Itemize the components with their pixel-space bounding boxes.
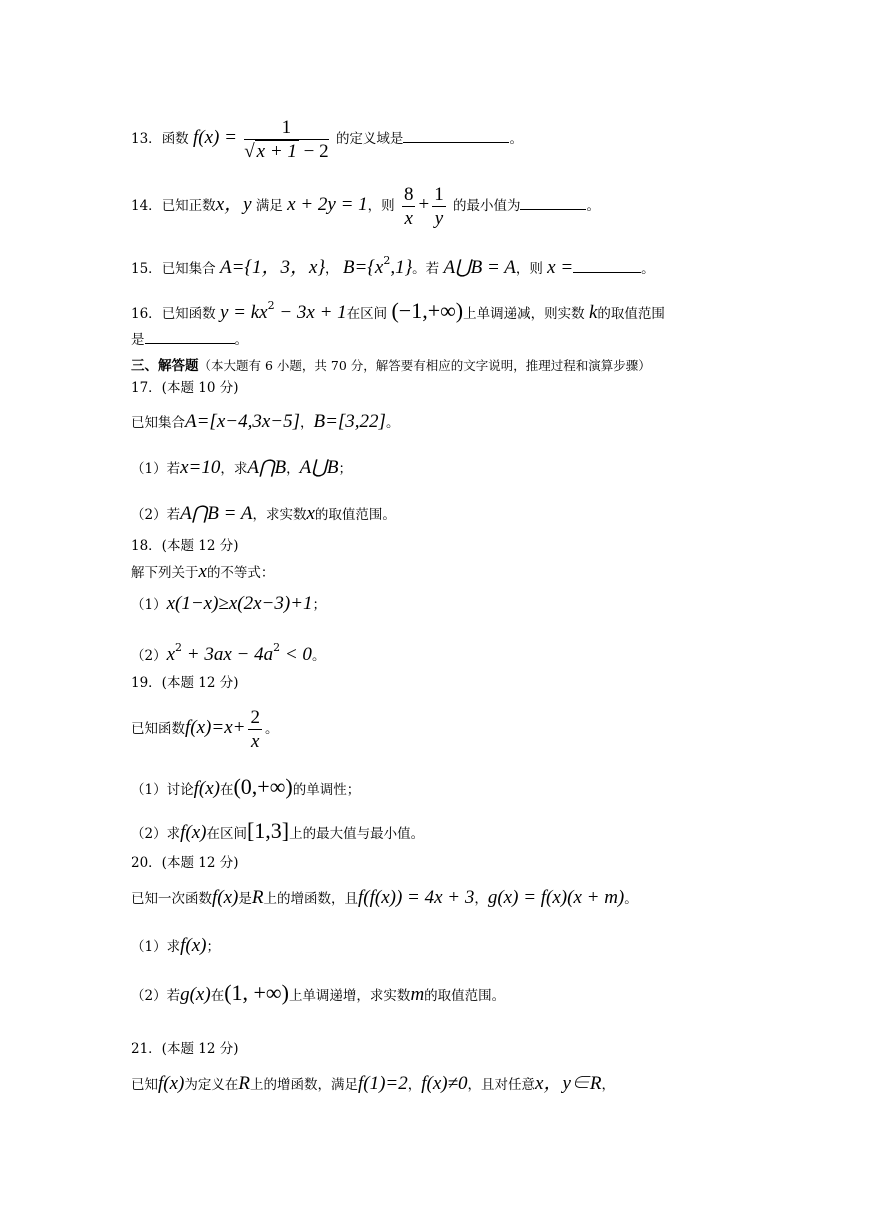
section-heading xyxy=(131,360,651,374)
question-18-part-1: （1）x(1−x)≥x(2x−3)+1； xyxy=(131,593,327,614)
question-16: 16．已知函数 $y = kx^2 - 3x + 1$在区间 (−1,+∞)上单调递减，则实数 k的取值范围 xyxy=(131,298,665,323)
question-17-part-1: （1）若x=10，求A⋂B，A⋃B； xyxy=(131,457,352,478)
answer-blank[interactable] xyxy=(145,341,235,344)
fraction: $\frac{1}{y}$ xyxy=(434,184,444,229)
question-18-head: 18．(本题 12 分) xyxy=(131,538,239,554)
question-number: 13． xyxy=(131,131,162,147)
question-20-head: 20．(本题 12 分) xyxy=(131,855,239,871)
question-21: 已知f(x)为定义在R上的增函数，满足f(1)=2，f(x)≠0，且对任意x，y∈R， xyxy=(131,1073,616,1094)
fraction: $\frac{1}{√ x + 1 - 2}$ xyxy=(244,117,329,162)
question-19: 已知函数f(x)=x+ $\frac{2}{x}$ 。 xyxy=(131,707,279,752)
section-title: 三、解答题 xyxy=(131,358,199,374)
function-lhs: f(x) = xyxy=(192,127,237,148)
question-16-line-2: 是 。 xyxy=(131,332,248,348)
question-20: 已知一次函数f(x)是R上的增函数，且f(f(x)) = 4x + 3，g(x) = f(x)(x + m)。 xyxy=(131,887,638,908)
question-19-head: 19．(本题 12 分) xyxy=(131,675,239,691)
answer-blank[interactable] xyxy=(520,207,586,210)
answer-blank[interactable] xyxy=(573,270,641,273)
question-18-intro: 解下列关于x的不等式： xyxy=(131,561,275,582)
question-17-part-2: （2）若A⋂B = A，求实数x的取值范围。 xyxy=(131,503,396,524)
question-17-head: 17．(本题 10 分) xyxy=(131,380,239,396)
fraction: $\frac{2}{x}$ xyxy=(250,707,260,752)
question-17: 已知集合A=[x−4,3x−5]，B=[3,22]。 xyxy=(131,411,400,432)
question-14: 14．已知正数x，y 满足 x + 2y = 1，则 $\frac{8}{x}$ + $\frac{1}{y}$ 的最小值为 。 xyxy=(131,184,600,229)
answer-blank[interactable] xyxy=(403,140,509,143)
section-description: （本大题有 6 小题，共 70 分，解答要有相应的文字说明，推理过程和演算步骤） xyxy=(198,358,651,373)
fraction: $\frac{8}{x}$ xyxy=(403,184,414,229)
question-18-part-2: $(2)x^2 + 3ax - 4a^2 < 0$。 xyxy=(131,641,326,665)
question-number: 15． xyxy=(131,261,162,277)
question-19-part-2: （2）求f(x)在区间[1,3]上的最大值与最小值。 xyxy=(131,818,425,843)
question-15: 15．已知集合 A={1，3，x}， $B=\{x^2,1\}$。若 A⋃B = A，则 x = 。 xyxy=(131,254,655,278)
question-21-head: 21．(本题 12 分) xyxy=(131,1041,239,1057)
question-20-part-1: （1）求f(x)； xyxy=(131,935,220,956)
question-number: 14． xyxy=(131,198,162,214)
question-number: 16． xyxy=(131,306,162,322)
question-13: 13．函数 f(x) = $\frac{1}{√ x + 1 - 2}$ 的定义域是 。 xyxy=(131,117,523,162)
question-19-part-1: （1）讨论f(x)在(0,+∞)的单调性； xyxy=(131,774,361,799)
question-20-part-2: （2）若g(x)在(1, +∞)上单调递增，求实数m的取值范围。 xyxy=(131,980,506,1005)
